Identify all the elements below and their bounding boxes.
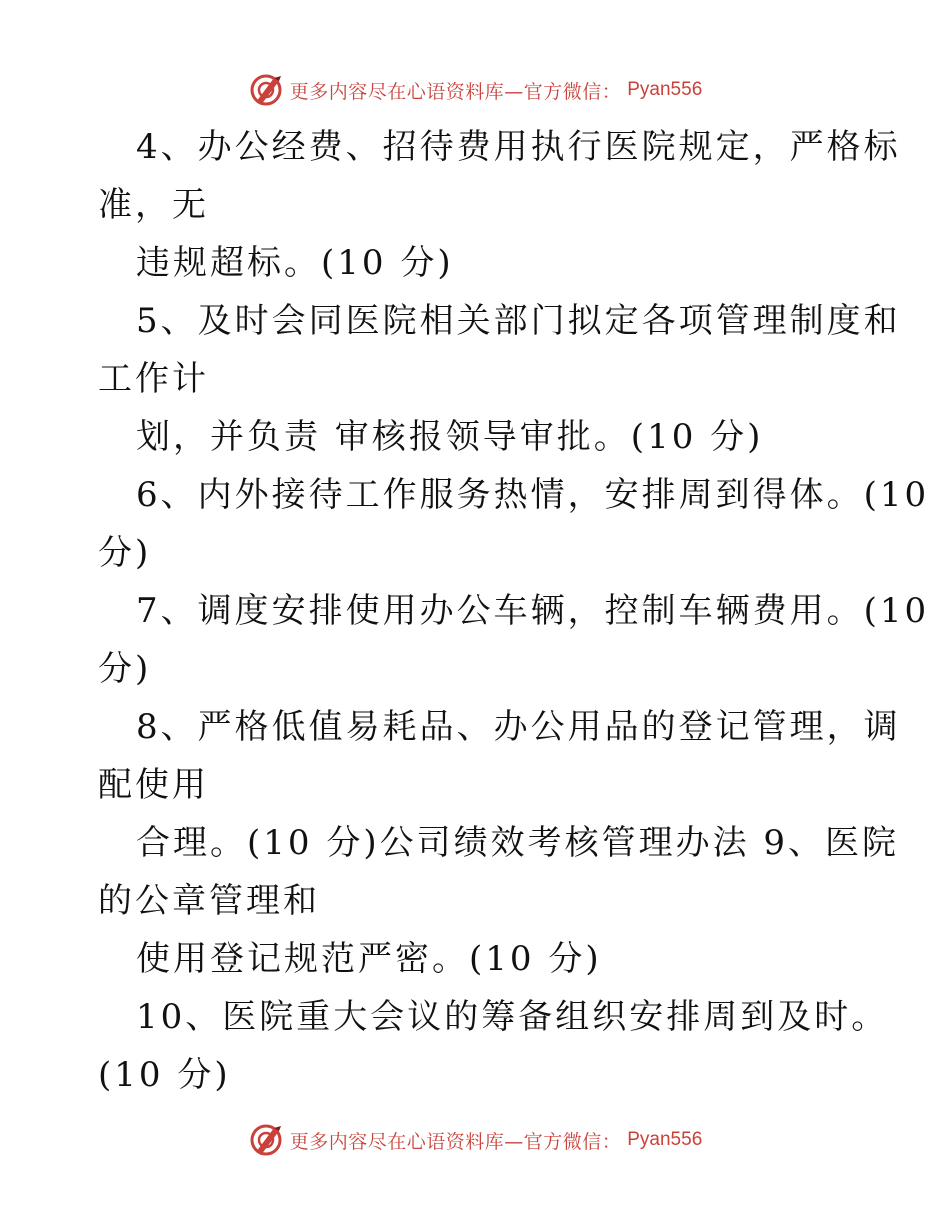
text-line: 的公章管理和 [98, 881, 320, 921]
text-line: 8、严格低值易耗品、办公用品的登记管理，调 [136, 707, 901, 747]
text-line: 违规超标。(10 分) [136, 243, 454, 283]
text-line: 合理。(10 分)公司绩效考核管理办法 9、医院 [136, 823, 900, 863]
text-line: 5、及时会同医院相关部门拟定各项管理制度和 [136, 301, 901, 341]
text-line: 4、办公经费、招待费用执行医院规定，严格标 [136, 127, 901, 167]
text-line: 配使用 [98, 765, 209, 805]
text-line: 6、内外接待工作服务热情，安排周到得体。(10 [136, 475, 930, 515]
text-line: 7、调度安排使用办公车辆，控制车辆费用。(10 [136, 591, 930, 631]
text-line: 工作计 [98, 359, 209, 399]
text-line: 分) [98, 533, 152, 573]
text-line: 使用登记规范严密。(10 分) [136, 939, 602, 979]
text-line: 准，无 [98, 185, 209, 225]
footer-banner [0, 1120, 950, 1160]
document-body [98, 118, 930, 1104]
pen-logo-icon [248, 72, 284, 108]
text-line: 10、医院重大会议的筹备组织安排周到及时。 [136, 997, 889, 1037]
header-banner [0, 70, 950, 110]
banner-wechat-id: Pyan556 [627, 1129, 703, 1150]
text-line: 分) [98, 649, 152, 689]
banner-text: 更多内容尽在心语资料库—官方微信： [289, 1130, 622, 1153]
banner-wechat-id: Pyan556 [627, 79, 703, 100]
banner-text: 更多内容尽在心语资料库—官方微信： [289, 80, 622, 103]
pen-logo-icon [248, 1122, 284, 1158]
text-line: 划，并负责 审核报领导审批。(10 分) [136, 417, 764, 457]
text-line: (10 分) [98, 1055, 231, 1095]
